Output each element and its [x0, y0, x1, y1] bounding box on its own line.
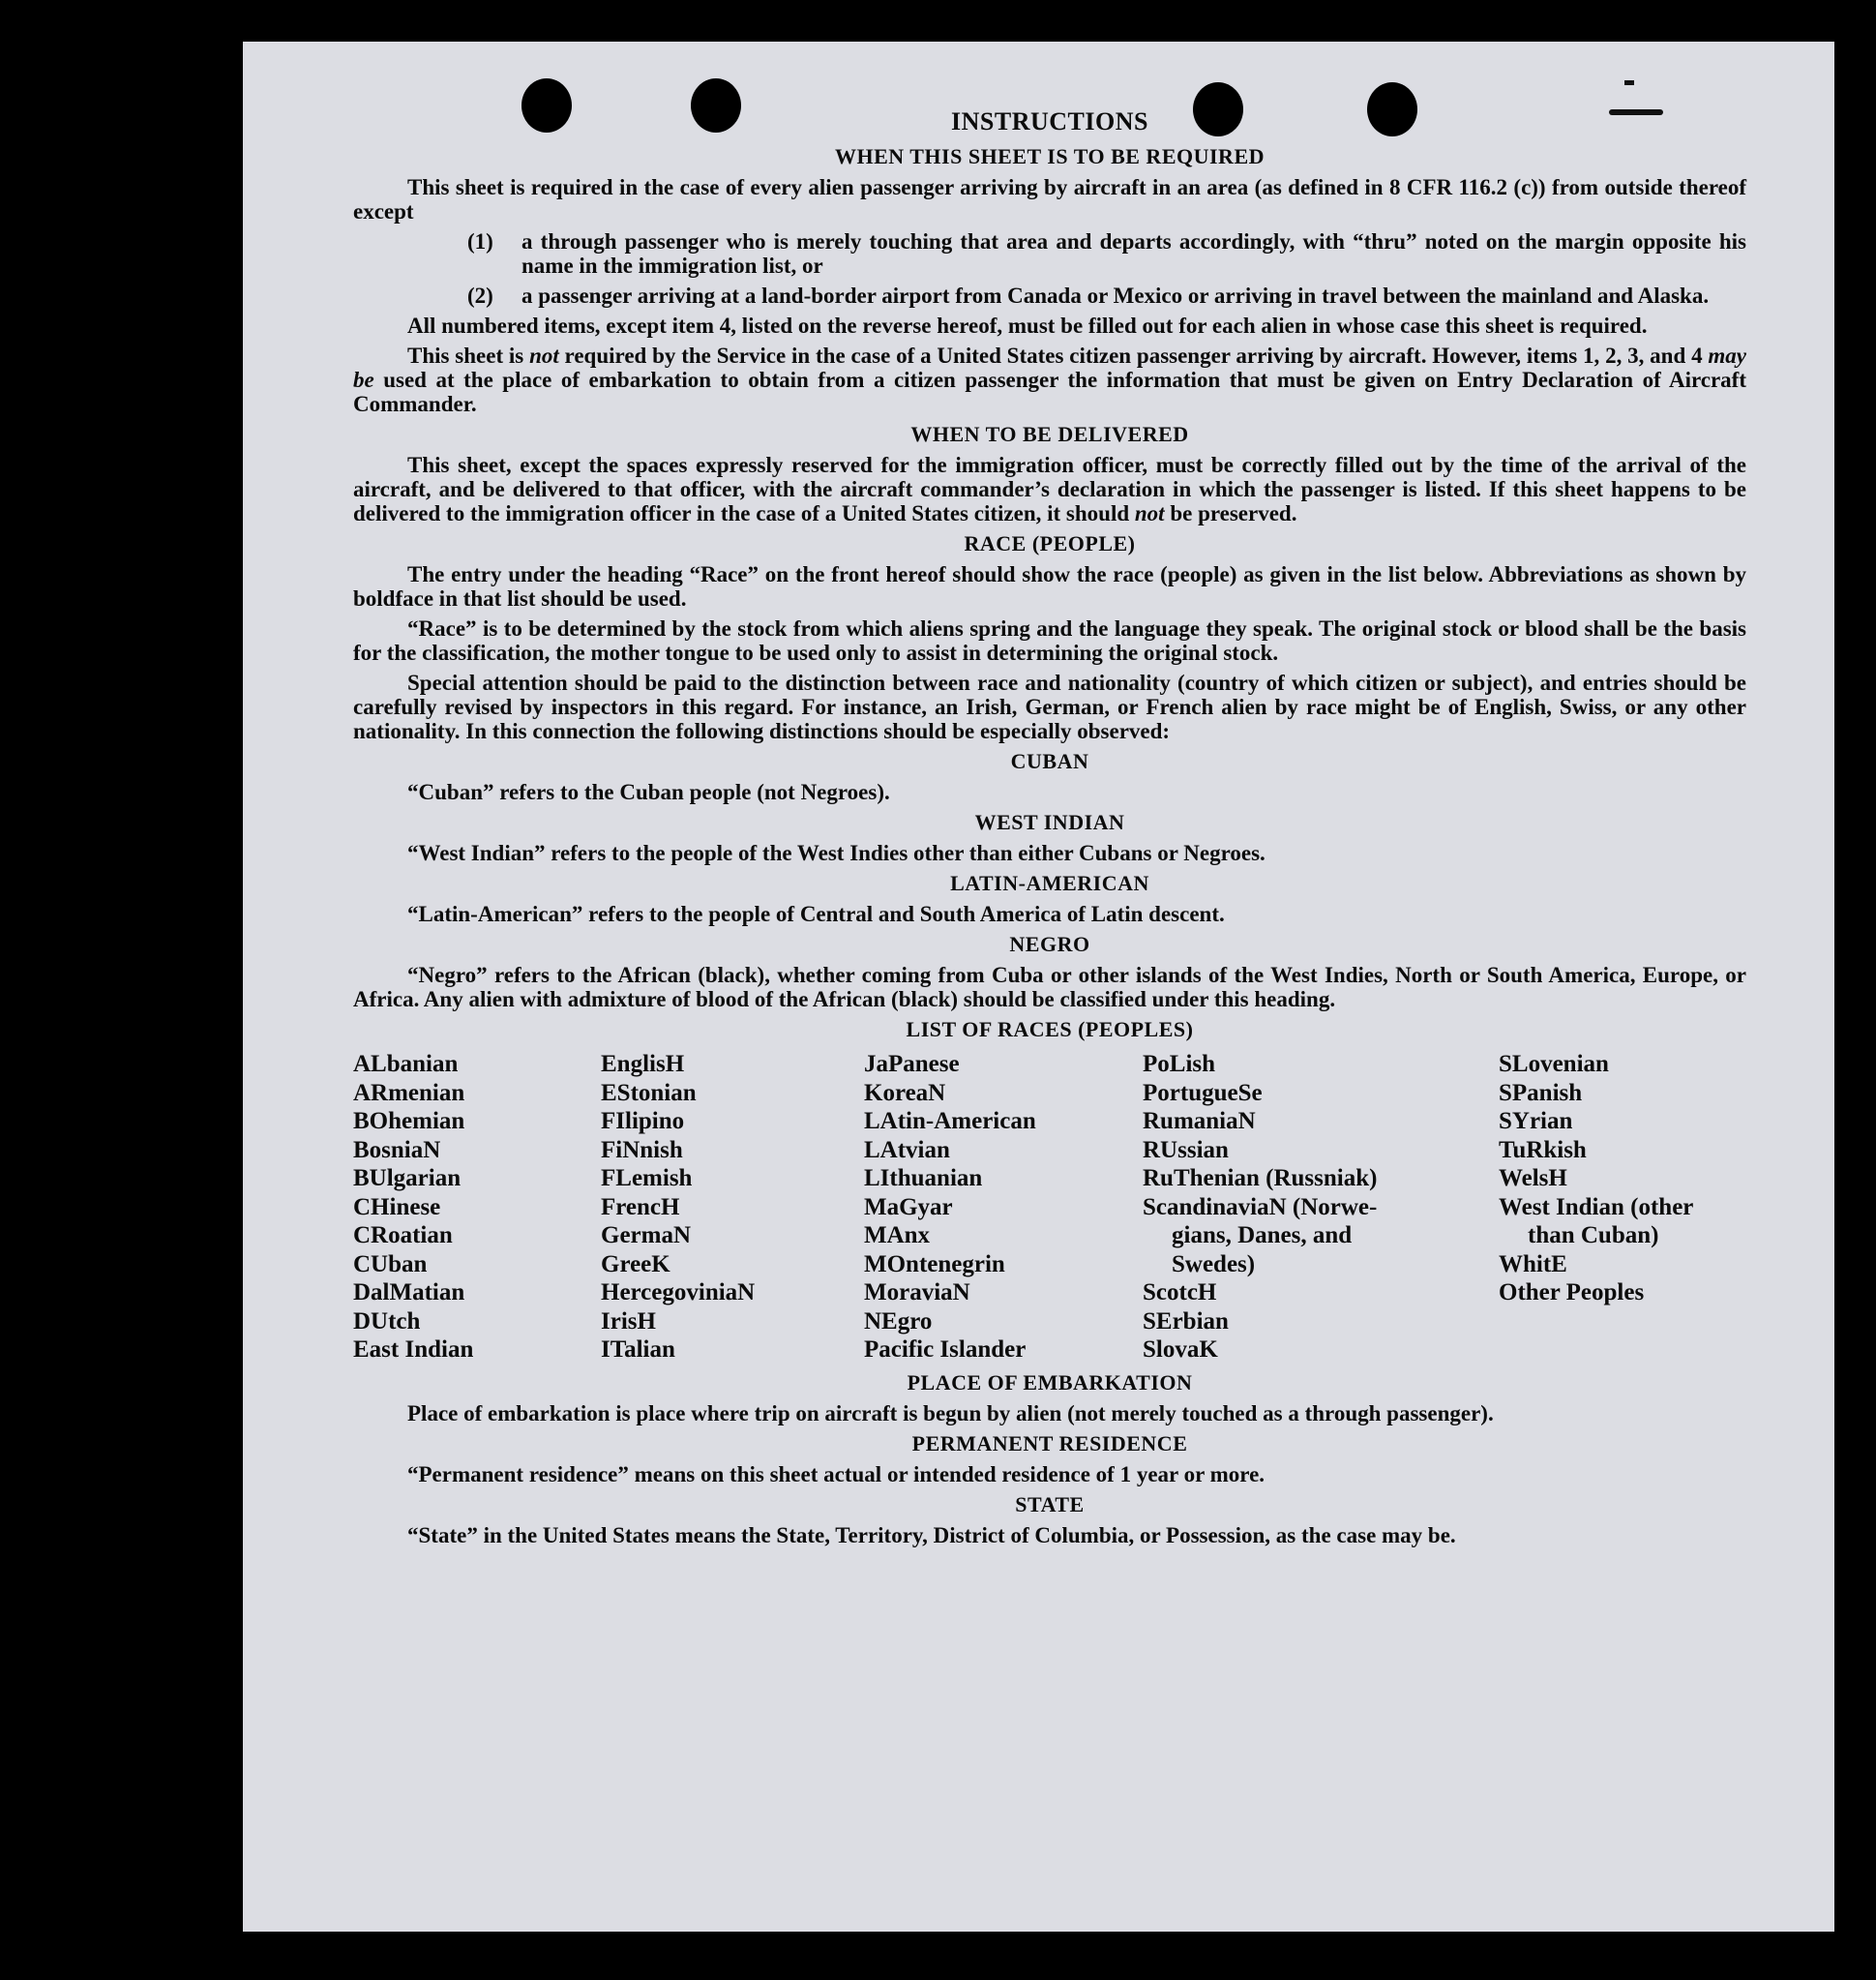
race-entry: WelsH — [1499, 1165, 1567, 1191]
race-entry: EnglisH — [601, 1051, 685, 1077]
item-text: a through passenger who is merely touching that area and departs accordingly, with “thru” noted on the margin opposite his name in the immigration list, or — [521, 229, 1746, 278]
paragraph: “Latin-American” refers to the people of Central and South America of Latin descent. — [407, 902, 1225, 926]
race-entry: IrisH — [601, 1307, 656, 1335]
race-entry: JaPanese — [864, 1051, 960, 1077]
race-entry: WhitE — [1499, 1250, 1567, 1277]
race-entry: SErbian — [1143, 1307, 1229, 1335]
race-entry: Swedes) — [1172, 1250, 1256, 1277]
text-run: This sheet, except the spaces expressly reserved for the immigration officer, must be correctly filled out by the time of the arrival of the aircraft, and be delivered to that officer, with the aircraft commander’s declaration in which the passenger is listed. If this sheet happens to be delivered to the immigration officer in the case of a United States citizen, it should — [353, 453, 1746, 525]
race-entry: ScandinaviaN (Norwe- — [1143, 1193, 1378, 1220]
paragraph: Place of embarkation is place where trip on aircraft is begun by alien (not merely touched as a through passenger). — [407, 1400, 1494, 1425]
race-entry: Other Peoples — [1499, 1279, 1645, 1305]
paragraph — [353, 344, 1746, 416]
section-heading: NEGRO — [1009, 932, 1090, 956]
paragraph: “Permanent residence” means on this sheet actual or intended residence of 1 year or more. — [407, 1461, 1266, 1486]
race-entry: LAtvian — [864, 1136, 950, 1163]
race-entry: ARmenian — [353, 1079, 465, 1106]
text-run: This sheet is — [407, 344, 530, 368]
paragraph: “Cuban” refers to the Cuban people (not Negroes). — [407, 780, 890, 804]
races-column — [1499, 1050, 1746, 1365]
races-column — [353, 1050, 601, 1365]
section-heading: PLACE OF EMBARKATION — [907, 1369, 1193, 1395]
race-entry: FLemish — [601, 1165, 693, 1191]
race-entry: BOhemian — [353, 1108, 465, 1134]
section-heading: LATIN-AMERICAN — [950, 871, 1149, 895]
race-entry: West Indian (other — [1499, 1193, 1694, 1220]
race-entry: SPanish — [1499, 1079, 1583, 1106]
race-entry: DUtch — [353, 1307, 421, 1335]
race-entry: HercegoviniaN — [601, 1279, 756, 1305]
race-entry: MOntenegrin — [864, 1250, 1005, 1277]
race-entry: SYrian — [1499, 1108, 1573, 1134]
race-entry: RUssian — [1143, 1136, 1229, 1163]
paragraph: All numbered items, except item 4, listed on the reverse hereof, must be filled out for each alien in whose case this sheet is required. — [407, 314, 1648, 338]
item-text: a passenger arriving at a land-border airport from Canada or Mexico or arriving in travel between the mainland and Alaska. — [521, 284, 1710, 308]
paragraph: The entry under the heading “Race” on the front hereof should show the race (people) as given in the list below. Abbreviations as shown by boldface in that list should be used. — [353, 562, 1746, 611]
race-entry: DalMatian — [353, 1279, 465, 1305]
race-entry: MaGyar — [864, 1193, 953, 1220]
document-sheet — [243, 42, 1834, 1932]
race-entry: GreeK — [601, 1250, 670, 1277]
races-column — [601, 1050, 864, 1365]
race-entry: CUban — [353, 1250, 428, 1277]
race-entry: than Cuban) — [1528, 1222, 1659, 1248]
race-entry: PoLish — [1143, 1051, 1216, 1077]
ink-smudge — [1624, 80, 1634, 85]
race-entry: LAtin-American — [864, 1108, 1036, 1134]
emphasis: may be — [353, 344, 1746, 392]
race-entry: SLovenian — [1499, 1051, 1609, 1077]
text-run: required by the Service in the case of a United States citizen passenger arriving by aircraft. However, items 1, 2, 3, and 4 — [558, 344, 1709, 368]
paragraph: “Negro” refers to the African (black), whether coming from Cuba or other islands of the West Indies, North or South America, Europe, or Africa. Any alien with admixture of blood of the African (black) should be classified under this heading. — [353, 963, 1746, 1011]
race-entry: FIlipino — [601, 1108, 685, 1134]
race-entry: GermaN — [601, 1222, 692, 1248]
emphasis: not — [529, 344, 559, 368]
race-entry: PortugueSe — [1143, 1079, 1263, 1106]
race-entry: SlovaK — [1143, 1336, 1218, 1363]
emphasis: not — [1134, 501, 1165, 525]
instructions-content — [353, 107, 1746, 1553]
races-column — [1143, 1050, 1499, 1365]
section-heading: WEST INDIAN — [974, 810, 1125, 834]
race-entry: RuThenian (Russniak) — [1143, 1165, 1378, 1191]
paragraph: “West Indian” refers to the people of the West Indies other than either Cubans or Negroes. — [407, 841, 1266, 865]
race-entry: ITalian — [601, 1336, 675, 1363]
paragraph: This sheet is required in the case of every alien passenger arriving by aircraft in an area (as defined in 8 CFR 116.2 (c)) from outside thereof except — [353, 175, 1746, 224]
race-entry: MAnx — [864, 1222, 931, 1248]
paragraph: “Race” is to be determined by the stock from which aliens spring and the language they speak. The original stock or blood shall be the basis for the classification, the mother tongue to be used only to assist in determining the original stock. — [353, 616, 1746, 665]
race-entry: FrencH — [601, 1193, 680, 1220]
race-entry: LIthuanian — [864, 1165, 983, 1191]
section-heading: RACE (PEOPLE) — [964, 531, 1136, 555]
race-entry: RumaniaN — [1143, 1108, 1256, 1134]
race-entry: KoreaN — [864, 1079, 946, 1106]
section-heading: WHEN THIS SHEET IS TO BE REQUIRED — [834, 144, 1266, 168]
paragraph: Special attention should be paid to the distinction between race and nationality (country of which citizen or subject), and entries should be carefully revised by inspectors in this regard. For instance, an Irish, German, or French alien by race might be of English, Swiss, or any other nationality. In this connection the following distinctions should be especially observed: — [353, 671, 1746, 743]
section-heading: PERMANENT RESIDENCE — [911, 1430, 1188, 1455]
race-entry: CHinese — [353, 1193, 441, 1220]
races-column — [864, 1050, 1143, 1365]
race-entry: Pacific Islander — [864, 1336, 1027, 1363]
race-entry: FiNnish — [601, 1136, 683, 1163]
section-heading: WHEN TO BE DELIVERED — [910, 422, 1189, 446]
race-entry: ScotcH — [1143, 1279, 1217, 1305]
list-item — [467, 229, 1746, 278]
section-heading: CUBAN — [1010, 749, 1089, 773]
text-run: used at the place of embarkation to obtain from a citizen passenger the information that must be given on Entry Declaration of Aircraft Commander. — [353, 368, 1746, 416]
list-item — [467, 284, 1746, 308]
paragraph — [353, 453, 1746, 525]
section-heading: STATE — [1015, 1491, 1085, 1516]
races-list — [353, 1050, 1746, 1365]
race-entry: NEgro — [864, 1307, 933, 1335]
race-entry: gians, Danes, and — [1172, 1222, 1353, 1248]
race-entry: ALbanian — [353, 1051, 459, 1077]
paragraph: “State” in the United States means the State, Territory, District of Columbia, or Possession, as the case may be. — [407, 1522, 1456, 1547]
race-entry: MoraviaN — [864, 1279, 970, 1305]
race-entry: EStonian — [601, 1079, 697, 1106]
item-number: (1) — [467, 229, 493, 254]
page-title: INSTRUCTIONS — [951, 107, 1148, 135]
text-run: be preserved. — [1164, 501, 1297, 525]
section-heading: LIST OF RACES (PEOPLES) — [906, 1017, 1194, 1041]
race-entry: BUlgarian — [353, 1165, 462, 1191]
race-entry: CRoatian — [353, 1222, 453, 1248]
race-entry: BosniaN — [353, 1136, 441, 1163]
race-entry: TuRkish — [1499, 1136, 1587, 1163]
race-entry: East Indian — [353, 1336, 474, 1363]
item-number: (2) — [467, 284, 493, 308]
